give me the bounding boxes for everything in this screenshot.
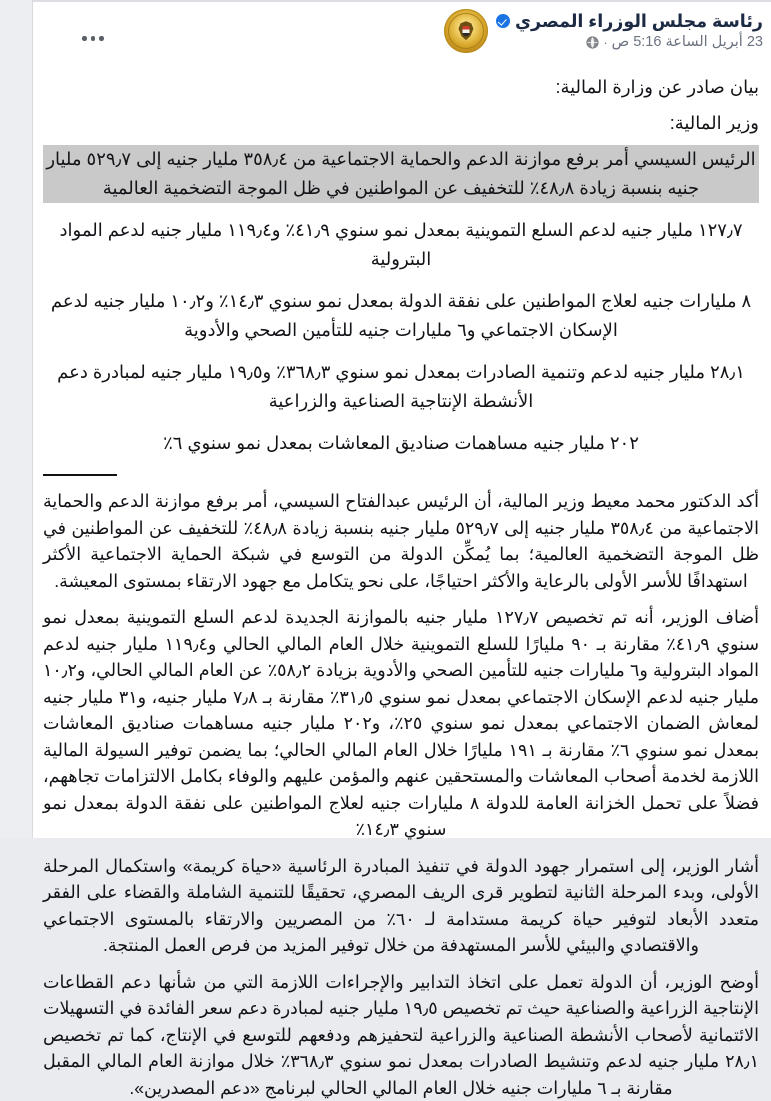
bullet-item-4: ٢٠٢ مليار جنيه مساهمات صناديق المعاشات بمعدل نمو سنوي ٦٪ (43, 429, 759, 458)
paragraph-4: أوضح الوزير، أن الدولة تعمل على اتخاذ التدابير والإجراءات اللازمة التي من شأنها دعم القطاعات الإنتاجية الزراعية والصناعية حيث تم تخصيص ١٩٫٥ مليار جنيه لمبادرة دعم سعر الفائدة في التسهيلات الائتمانية لأصحاب الأنشطة الصناعية والزراعية لتحفيزهم ودفعهم للتوسع في الإنتاج، كما تم تخصيص ٢٨٫١ مليار جنيه لدعم وتنشيط الصادرات بمعدل نمو سنوي ٣٦٨٫٣٪ خلال موازنة العام المالي المقبل مقارنة بـ ٦ مليارات جنيه خلال العام المالي الحالي لبرنامج «دعم المصدرين». (43, 969, 759, 1101)
globe-icon (586, 36, 599, 49)
author-name[interactable]: رئاسة مجلس الوزراء المصري (515, 10, 763, 32)
highlighted-selection-text[interactable]: الرئيس السيسي أمر برفع موازنة الدعم والحماية الاجتماعية من ٣٥٨٫٤ مليار جنيه إلى ٥٢٩٫٧ مليار جنيه بنسبة زيادة ٤٨٫٨٪ للتخفيف عن المواطنين في ظل الموجة التضخمية العالمية (43, 145, 759, 203)
dot-2 (91, 36, 96, 41)
bullet-item-3: ٢٨٫١ مليار جنيه لدعم وتنمية الصادرات بمعدل نمو سنوي ٣٦٨٫٣٪ و١٩٫٥ مليار جنيه لمبادرة دعم الأنشطة الإنتاجية الصناعية والزراعية (43, 358, 759, 416)
dot-1 (99, 36, 104, 41)
intro-line-minister: وزير المالية: (43, 108, 759, 138)
post-header (33, 2, 771, 64)
author-text-block (496, 9, 763, 52)
intro-line-source: بيان صادر عن وزارة المالية: (43, 72, 759, 102)
paragraph-2: أضاف الوزير، أنه تم تخصيص ١٢٧٫٧ مليار جنيه بالموازنة الجديدة لدعم السلع التموينية بمعدل نمو سنوي ٤١٫٩٪ مقارنة بـ ٩٠ مليارًا للسلع التموينية خلال العام المالي الحالي و١١٩٫٤ مليار جنيه لدعم المواد البترولية و٦ مليارات جنيه للتأمين الصحي والأدوية بزيادة ٥٨٫٢٪ عن العام المالي الحالي، و١٠٫٢ مليار جنيه لدعم الإسكان الاجتماعي بمعدل نمو سنوي ٣١٫٥٪ مقارنة بـ ٧٫٨ مليار جنيه، و٣١ مليار جنيه لمعاش الضمان الاجتماعي بمعدل نمو سنوي ٢٥٪، و٢٠٢ مليار جنيه مساهمات صناديق المعاشات بمعدل نمو سنوي ٦٪ مقارنة بـ ١٩١ مليارًا خلال العام المالي الحالي؛ بما يضمن توفير السيولة المالية اللازمة لخدمة أصحاب المعاشات والمستحقين عنهم والمؤمن عليهم والوفاء بكامل الالتزامات تجاههم، فضلاً على تحمل الخزانة العامة للدولة ٨ مليارات جنيه لعلاج المواطنين على نفقة الدولة بمعدل نمو سنوي ١٤٫٣٪ (43, 604, 759, 843)
eagle-of-saladin-icon (458, 21, 473, 40)
post-timestamp[interactable]: 23 أبريل الساعة 5:16 ص (612, 33, 763, 52)
paragraph-1: أكد الدكتور محمد معيط وزير المالية، أن الرئيس عبدالفتاح السيسي، أمر برفع موازنة الدعم والحماية الاجتماعية من ٣٥٨٫٤ مليار جنيه إلى ٥٢٩٫٧ مليار جنيه بنسبة زيادة ٤٨٫٨٪ للتخفيف عن المواطنين في ظل الموجة التضخمية العالمية؛ بما يُمكِّن الدولة من التوسع في شبكة الحماية الاجتماعية الأكثر استهدافًا للأسر الأولى بالرعاية والأكثر احتياجًا، على نحو يتكامل مع جهود الارتقاء بمستوى المعيشة. (43, 488, 759, 594)
post-card (33, 0, 771, 838)
paragraph-3: أشار الوزير، إلى استمرار جهود الدولة في تنفيذ المبادرة الرئاسية «حياة كريمة» واستكمال المرحلة الأولى، وبدء المرحلة الثانية لتطوير قرى الريف المصري، تحقيقًا للتنمية الشاملة والقضاء على الفقر متعدد الأبعاد لتوفير حياة كريمة مستدامة لـ ٦٠٪ من المصريين والارتقاء بالمستوى الاجتماعي والاقتصادي والبيئي للأسر المستهدفة من خلال توفير المزيد من فرص العمل المنتجة. (43, 853, 759, 959)
bullet-item-2: ٨ مليارات جنيه لعلاج المواطنين على نفقة الدولة بمعدل نمو سنوي ١٤٫٣٪ و١٠٫٢ مليار جنيه لدعم الإسكان الاجتماعي و٦ مليارات جنيه للتأمين الصحي والأدوية (43, 287, 759, 345)
dot-3 (82, 36, 87, 41)
section-divider (43, 474, 117, 476)
post-body (33, 72, 771, 1101)
bullet-item-1: ١٢٧٫٧ مليار جنيه لدعم السلع التموينية بمعدل نمو سنوي ٤١٫٩٪ و١١٩٫٤ مليار جنيه لدعم المواد البترولية (43, 216, 759, 274)
author-block (444, 9, 763, 53)
page-left-gutter (0, 0, 33, 838)
more-options-icon[interactable] (78, 32, 108, 45)
meta-separator: · (603, 33, 607, 52)
post-meta-row (586, 33, 763, 52)
eagle-shield (462, 26, 469, 36)
author-name-row (496, 10, 763, 32)
egypt-cabinet-emblem[interactable] (444, 9, 488, 53)
verified-badge-icon (496, 14, 510, 28)
divider-wrap (43, 474, 759, 476)
